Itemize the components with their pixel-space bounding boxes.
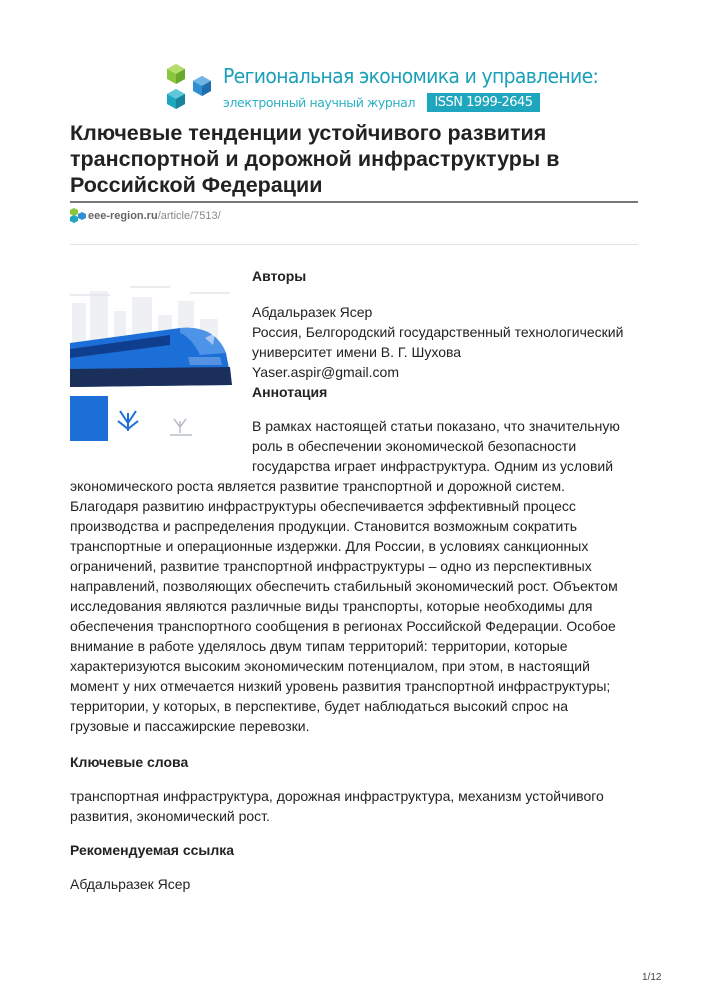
annotation-line: характеризуются высоким экономическим потенциалом, при этом, в настоящий (70, 658, 590, 674)
annotation-line: транспортные и операционные издержки. Для России, в условиях санкционных (70, 538, 589, 554)
annotation-line: Благодаря развитию инфраструктуры обеспечивается эффективный процесс (70, 498, 576, 514)
train-illustration (70, 283, 232, 441)
author-name: Абдальразек Ясер (252, 304, 373, 320)
page-number: 1/12 (642, 972, 662, 983)
annotation-line: обеспечения транспортного сообщения в регионах Российской Федерации. Особое (70, 618, 616, 634)
journal-subtitle: электронный научный журнал (223, 95, 416, 110)
citation-text: Абдальразек Ясер (70, 876, 191, 892)
annotation-line: ограничений, развитие транспортной инфраструктуры – одно из перспективных (70, 558, 592, 574)
issn-badge: ISSN 1999-2645 (427, 93, 540, 112)
annotation-text (70, 476, 640, 736)
journal-logo-icon (165, 62, 217, 112)
annotation-line: территории, у которых, в перспективе, будет наблюдаться высокий спрос на (70, 698, 568, 714)
annotation-line: момент у них отмечается низкий уровень развития транспортной инфраструктуры; (70, 678, 611, 694)
annotation-heading: Аннотация (252, 384, 328, 400)
affiliation-line: университет имени В. Г. Шухова (252, 344, 462, 360)
annotation-text-top (252, 416, 652, 476)
annotation-line: исследования являются различные виды транспорты, которые необходимы для (70, 598, 593, 614)
citation-heading: Рекомендуемая ссылка (70, 842, 235, 858)
affiliation-line: Россия, Белгородский государственный технологический (252, 324, 624, 340)
annotation-line: производства и распределения продукции. Становится возможным сократить (70, 518, 578, 534)
annotation-line: государства играет инфраструктура. Одним из условий (252, 458, 614, 474)
article-link[interactable] (70, 208, 221, 223)
article-title (70, 120, 630, 198)
keywords-heading: Ключевые слова (70, 754, 189, 770)
journal-name: Региональная экономика и управление: (223, 64, 599, 88)
title-divider (70, 201, 638, 203)
annotation-line: В рамках настоящей статьи показано, что значительную (252, 418, 620, 434)
keywords-line: транспортная инфраструктура, дорожная инфраструктура, механизм устойчивого (70, 788, 604, 804)
annotation-line: роль в обеспечении экономической безопасности (252, 438, 577, 454)
annotation-line: экономического роста является развитие транспортной и дорожной систем. (70, 478, 566, 494)
annotation-line: внимание в работе уделялось двум типам территорий: территории, которые (70, 638, 568, 654)
annotation-line: направлений, позволяющих обеспечить стабильный экономический рост. Объектом (70, 578, 618, 594)
title-line: транспортной и дорожной инфраструктуры в (70, 147, 560, 171)
site-logo-icon (70, 208, 86, 223)
journal-header (165, 62, 599, 114)
author-affiliation (252, 322, 652, 362)
authors-heading: Авторы (252, 268, 307, 284)
title-line: Ключевые тенденции устойчивого развития (70, 121, 547, 145)
annotation-line: грузовые и пассажирские перевозки. (70, 718, 310, 734)
author-email[interactable]: Yaser.aspir@gmail.com (252, 364, 399, 380)
keywords-text (70, 786, 640, 826)
keywords-line: развития, экономический рост. (70, 808, 270, 824)
section-divider (70, 244, 638, 245)
site-path: /article/7513/ (157, 209, 221, 222)
title-line: Российской Федерации (70, 173, 323, 197)
site-domain: eee-region.ru (88, 209, 158, 222)
